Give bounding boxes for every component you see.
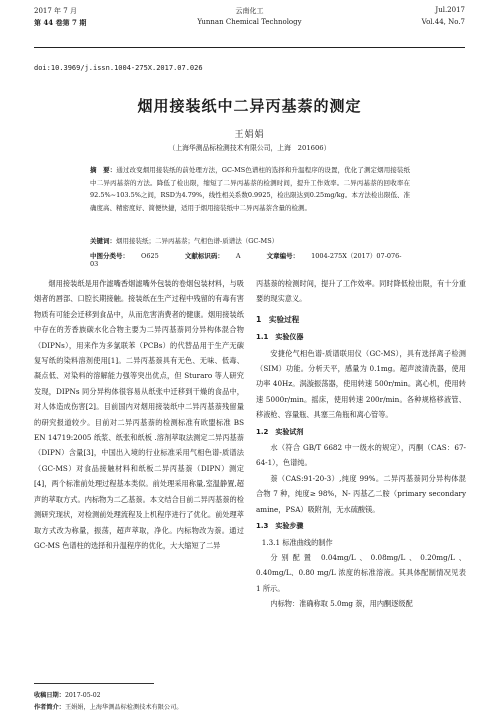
running-header <box>34 6 465 46</box>
code-label: 文献标识码： <box>184 252 224 260</box>
author-bio: 王娟娟，上海华测品标检测技术有限公司。 <box>64 704 183 711</box>
body-left-column <box>34 276 244 553</box>
article-meta <box>90 251 430 268</box>
affiliation: （上海华测品标检测技术有限公司，上海 201606） <box>168 144 331 152</box>
header-date: 2017 年 7 月 <box>34 7 77 15</box>
code-value: A <box>235 252 241 260</box>
footnote-rule <box>34 683 154 684</box>
keywords <box>90 236 420 245</box>
subsection-heading-1-1: 1.1 实验仪器 <box>256 333 304 342</box>
abstract <box>90 164 410 214</box>
header-rule <box>34 47 465 48</box>
received-label: 收稿日期： <box>34 692 65 699</box>
header-volume-en: Vol.44, No.7 <box>421 18 465 26</box>
footnote-author <box>34 702 183 711</box>
paragraph-1-2a: 水（符合 GB/T 6682 中一级水的规定），丙酮（CAS：67-64-1），色谱纯。 <box>256 443 466 468</box>
abstract-label: 摘 要： <box>90 166 117 174</box>
author: 王娟娟 <box>234 130 265 140</box>
subsection-heading-1-2: 1.2 实验试剂 <box>256 427 304 436</box>
clc-value: O625 <box>141 252 159 260</box>
paragraph-1-1: 安捷伦气相色谱-质谱联用仪（GC-MS），具有选择离子检测（SIM）功能。分析天平，感量为 0.1mg。超声波清洗器，使用功率 40Hz。涡漩振荡器，使用转速 500r/min。离心机，使用转速 5000r/min。摇床，使用转速 200r/min。各种规格移液管、移液枪、容量瓶、具塞三角瓶和离心管等。 <box>256 348 466 420</box>
article-value: 1004-275X（2017）07-076-03 <box>90 252 402 268</box>
footnote-received <box>34 690 101 699</box>
clc-label: 中图分类号： <box>90 252 129 260</box>
header-volume-cn: 第 44 卷第 7 期 <box>34 18 87 27</box>
doi[interactable]: doi:10.3969/j.issn.1004-275X.2017.07.026 <box>34 64 203 72</box>
author-bio-label: 作者简介： <box>34 704 65 711</box>
section-heading-1: 1 实验过程 <box>256 314 300 324</box>
keywords-text: 烟用接装纸；二异丙基萘；气相色谱-质谱法（GC-MS） <box>116 237 279 245</box>
intro-continuation: 丙基萘的检测时间，提升了工作效率。同时降低检出限，有十分重要的现实意义。 <box>256 279 466 304</box>
paragraph-1-3-1b: 内标物：准确称取 5.0mg 萘，用内酮逐级配 <box>270 599 413 609</box>
abstract-text: 通过改变烟用接装纸的前处理方法，GC-MS色谱柱的选择和升温程序的设置，优化了测定烟用接装纸中二异丙基萘的方法。降低了检出限，缩短了二异丙基萘的检测时间，提升工作效率。二异丙基萘的回收率在92.5%~103.5%之间，RSD为4.79%，线性相关系数0.9925，检出限达到0.25mg/kg。本方法检出限低、准确度高、精密度好、简便快捷，适用于烟用接装纸中二异丙基萘含量的检测。 <box>90 166 410 212</box>
header-date-en: Jul.2017 <box>435 6 465 14</box>
article-label: 文章编号： <box>266 252 300 260</box>
paper-title: 烟用接装纸中二异丙基萘的测定 <box>137 97 362 115</box>
header-journal-en: Yunnan Chemical Technology <box>197 18 302 26</box>
keywords-label: 关键词： <box>90 237 116 245</box>
received-date: 2017-05-02 <box>64 692 101 699</box>
header-journal-cn: 云南化工 <box>235 7 264 15</box>
subsection-heading-1-3: 1.3 实验步骤 <box>256 522 304 531</box>
subsection-heading-1-3-1: 1.3.1 标准曲线的制作 <box>261 537 333 547</box>
paragraph-1-2b: 萘（CAS:91-20-3）,纯度 99%。二异丙基萘同分异构体混合物 7 种，纯度≥ 98%，N- 丙基乙二胺（primary secondary amine，PSA）吸附剂，无水硫酸镁。 <box>256 473 466 514</box>
body-right-column <box>256 276 466 612</box>
intro-paragraph: 烟用接装纸是用作滤嘴香烟滤嘴外包装的卷烟包装材料，与吸烟者的唇部、口腔长期接触。接装纸在生产过程中残留的有毒有害物质有可能会迁移到食品中，从而危害消费者的健康。烟用接装纸中存在的芳香族碳水化合物主要为二异丙基萘同分异构体混合物（DIPNs），用来作为多氯联苯（PCBs）的代替品用于生产无碳复写纸的染料溶剂使用[1]。二异丙基萘具有无色、无味、低毒、凝点低、对染料的溶解能力强等突出优点，但 Sturaro 等人研究发现，DIPNs 同分异构体很容易从纸张中迁移到干燥的食品中，对人体造成伤害[2]。目前国内对烟用接装纸中二异丙基萘残留量的研究报道较少。目前对二异丙基萘的检测标准有欧盟标准 BS EN 14719:2005 纸浆、纸张和纸板 .溶剂萃取法测定二异丙基萘（DIPN）含量[3]，中国出入境的行业标准采用气相色谱-质谱法（GC-MS）对食品接触材料和纸板二异丙基萘（DIPN）测定[4]，两个标准前处理过程基本类似。前处理采用称量,室温静置,超声的萃取方式。内标物为二乙基萘。本文结合目前二异丙基萘的检测研究现状，对检测前处理流程及上机程序进行了优化。前处理萃取方式改为称量，振荡，超声萃取，净化。内标物改为萘。通过 GC-MS 色谱柱的选择和升温程序的优化，大大缩短了二异 <box>34 279 244 550</box>
paragraph-1-3-1: 分别配置 0.04mg/L、0.08mg/L、0.20mg/L、0.40mg/L、0.80 mg/L 浓度的标准溶液。其具体配制情况见表 1 所示。 <box>256 552 466 593</box>
